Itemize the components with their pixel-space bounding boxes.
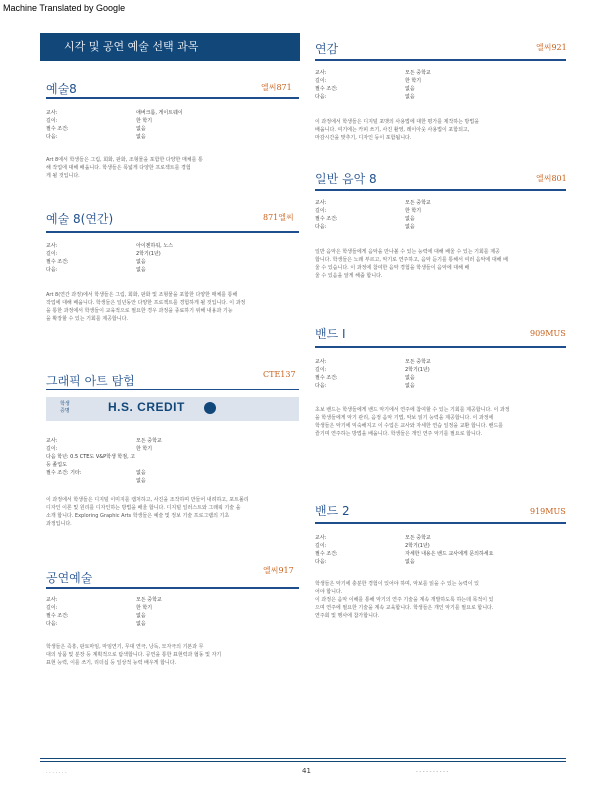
section-rule [315,59,566,61]
course-description: 이 과정에서 학생들은 디지털 이미지를 캡처하고, 사진을 조작하며 만들어 내려하고, 포트폴리 디자인 이론 및 원리를 디자인하는 방법을 배울 합니다. 디지털 일러스트와 그래픽 기술 을 소개 합니다. Exploring Graphic Arts 학생들은 예술 및 정보 기술 프로그램의 기초 과정입니다. [46,497,249,527]
field-label: 길이: [315,543,327,549]
field-row [46,453,162,469]
field-row [46,258,173,266]
field-row [315,366,431,374]
field-row [46,445,162,453]
field-label: 교사: [46,597,58,603]
course-code: 엘씨801 [536,174,567,183]
field-value: 없음 [136,267,146,273]
field-row [46,604,162,612]
field-value: 없음 [405,559,415,565]
field-value: 없음 [405,383,415,389]
section-title: 예술8 [46,82,77,96]
field-label: 필수 조건: [46,613,69,619]
course-code: CTE137 [263,370,296,379]
field-value: 2학기(1년) [136,251,161,257]
field-label: 교사: [315,535,327,541]
course-description: Art 8에서 학생들은 그림, 회화, 판화, 조형물을 포함한 다양한 매체를 통 해 작업에 대해 배웁니다. 학생들은 폭넓게 다양한 프로젝트를 경험 게 될 것입니다. [46,157,203,179]
course-description: Art 8(연간 과정)에서 학생들은 그림, 회화, 판화 및 조형물을 포함한 다양한 매체를 통해 작업에 대해 배웁니다. 학생들은 일년동안 다양한 프로젝트를 경험하게 될 것입니다. 이 과정 을 통한 과정에서 학생들이 교육적으로 필요한 경우 과정을 종료하기 위해 내용과 기능 을 확장할 수 있는 기회를 제공합니다. [46,292,246,322]
course-code: 919MUS [530,507,566,516]
field-row [46,469,162,477]
field-value: 없음 [136,470,146,476]
section-rule [315,346,566,348]
field-value: 모든 중학교 [405,359,431,365]
field-row [315,69,431,77]
field-value: 아이젠하워, 노스 [136,243,173,249]
footer-right-text: - - - - - - - - - - [416,769,449,775]
field-value: 모든 중학교 [136,438,162,444]
field-value: 없음 [136,134,146,140]
field-row [315,550,493,558]
field-label: 필수 조건: [315,216,338,222]
course-description: 학생들은 악기에 충분한 경험이 있어야 하며, 악보를 읽을 수 있는 능력이 있 어야 합니다. 이 과정은 음악 이해를 통해 악기의 연주 기술을 계속 개발하도록 하는데 목적이 있 으며 연주에 필요한 기술을 계속 교육합니다. 학생들은 개인 악기를 필요로 합니다. 연주회 및 행사에 참가합니다. [315,581,494,619]
field-row [315,542,493,550]
course-code: 871엘씨 [263,213,294,222]
footer-left-text: . . . . . . . [46,769,67,775]
course-description: 이 과정에서 학생들은 디지털 포맷의 사용법에 대한 평가를 제작하는 방법을 배웁니다. 여기에는 카피 쓰기, 사진 촬영, 레이아웃 사용법이 포함되고, 마감시간을 맞추기, 디자인 등이 포함됩니다. [315,119,480,141]
field-value: 자세한 내용은 밴드 교사에게 문의하세요 [405,551,494,557]
hs-credit-box [46,397,299,421]
field-value: 없음 [405,216,415,222]
footer-rule-bottom [40,761,566,762]
field-label: 다음: [315,383,327,389]
section-title: 연감 [315,42,339,56]
field-label [46,477,136,485]
field-label: 교사: [315,200,327,206]
field-value: 없음 [405,94,415,100]
field-value: 없음 [136,478,146,484]
course-fields [315,534,493,566]
course-description: 학생들은 즉흥, 판토마임, 마임연기, 무대 연극, 낭독, 모자극의 기본과 무 대의 상품 및 분장 등 계획적으로 탐색합니다. 공연을 통한 표현력과 협동 및 자기 표현 능력, 이를 쓰기, 리더십 등 일상적 능력 배우게 합니다. [46,644,222,666]
field-row [46,266,173,274]
field-value: 없음 [136,259,146,265]
field-value: 한 학기 [136,605,153,611]
section-title: 밴드 2 [315,504,350,518]
field-row [46,250,173,258]
section-rule [46,389,299,390]
field-value: 한 학기 [405,78,422,84]
course-description: 일반 음악은 학생들에게 음악을 만나볼 수 있는 능력에 대해 배울 수 있는 기회를 제공 합니다. 학생들은 노래 부르고, 악기로 연주하고, 음악 듣기를 통해서 여러 음악에 대해 배 울 수 있습니다. 이 과정에 참여한 음악 경험을 학생들이 음악에 대해 배 울 수 있음을 알게 해줍 합니다. [315,249,508,279]
field-row [46,620,162,628]
field-row [46,612,162,620]
field-row [46,109,183,117]
hs-credit-logo: H.S. CREDIT [108,400,185,414]
course-code: 909MUS [530,329,566,338]
section-rule [46,97,299,99]
field-row [315,77,431,85]
section-title: 예술 8(연간) [46,212,114,226]
course-fields [46,109,183,141]
section-title: 일반 음악 8 [315,172,377,186]
field-row [46,133,183,141]
section-rule [315,189,566,191]
field-value: 없음 [405,375,415,381]
course-code: 엘씨871 [261,83,292,92]
field-label: 교사: [46,110,58,116]
field-row [46,596,162,604]
field-label: 다음: [46,621,58,627]
field-label: 필수 조건: [46,126,69,132]
field-value: 한 학기 [405,208,422,214]
field-label: 교사: [315,359,327,365]
section-rule [46,231,299,233]
field-row [315,382,431,390]
section-title: 밴드 I [315,327,346,341]
field-label: 길이: [46,251,58,257]
field-label: 교사: [46,243,58,249]
field-value: 없음 [405,224,415,230]
field-row [315,215,431,223]
field-value: 2학기(1년) [405,367,430,373]
section-title: 공연예술 [46,571,93,585]
field-label: 교사: [315,70,327,76]
field-value: 애버크롬, 게이트웨이 [136,110,183,116]
field-value: 모든 중학교 [405,200,431,206]
field-row [46,477,162,485]
field-label: 다음: [46,134,58,140]
machine-translated-label: Machine Translated by Google [3,3,126,13]
course-fields [315,358,431,390]
section-rule [46,587,299,589]
field-value: 모든 중학교 [405,70,431,76]
field-row [315,534,493,542]
field-row [315,223,431,231]
field-value: 모든 중학교 [405,535,431,541]
course-description: 초보 밴드는 학생들에게 밴드 악기에서 연주에 참여할 수 있는 기회를 제공합니다. 이 과정 을 학생들에게 악기 관리, 음정 음악 기법, 악보 읽기 능력을 제공합니다. 이 과정에 학생들은 악기에 익숙해지고 이 수업은 교사와 자세한 연습 일정을 교환 합니다. 밴드를 즐기며 연주하는 방법을 배웁니다. 학생들은 개인 연주 악기를 필요로 합니다. [315,407,510,437]
course-fields [46,596,162,628]
field-label: 길이: [315,78,327,84]
field-label: 길이: [315,367,327,373]
field-value: 모든 중학교 [136,597,162,603]
field-label: 필수 조건: 기타: [46,470,82,476]
field-label: 다음: [46,267,58,273]
field-label: 필수 조건: [46,259,69,265]
course-fields [46,437,162,485]
section-title: 그래픽 아트 탐험 [46,374,135,388]
course-code: 엘씨921 [536,43,567,52]
field-row [46,242,173,250]
field-row [46,125,183,133]
field-row [315,358,431,366]
field-row [315,207,431,215]
hs-credit-prefix: 학생 증명 [60,401,70,414]
field-label: 필수 조건: [315,551,338,557]
field-row [315,374,431,382]
field-row [315,199,431,207]
field-label: 길이: [46,118,58,124]
field-row [315,85,431,93]
field-value: 한 학기 [136,118,153,124]
field-label: 다음 학년: 0.5 CTE도 V&P학생 학점, 고등 졸업도 [46,454,136,468]
field-value: 없음 [136,621,146,627]
field-label: 다음: [315,94,327,100]
graduation-cap-icon [204,402,216,414]
field-label: 길이: [46,446,58,452]
section-rule [315,522,566,524]
field-row [315,558,493,566]
field-value: 없음 [136,613,146,619]
field-label: 교사: [46,438,58,444]
field-value: 2학기(1년) [405,543,430,549]
field-label: 필수 조건: [315,375,338,381]
course-fields [315,69,431,101]
field-label: 길이: [46,605,58,611]
page-banner: 시각 및 공연 예술 선택 과목 [40,33,300,61]
course-code: 엘씨917 [263,566,294,575]
field-value: 없음 [405,86,415,92]
field-label: 필수 조건: [315,86,338,92]
field-label: 길이: [315,208,327,214]
page-number: 41 [302,767,311,775]
footer-rule-top [40,758,566,759]
field-row [315,93,431,101]
field-label: 다음: [315,559,327,565]
field-row [46,117,183,125]
course-fields [315,199,431,231]
field-row [46,437,162,445]
field-value: 한 학기 [136,446,153,452]
field-value: 없음 [136,126,146,132]
field-label: 다음: [315,224,327,230]
course-fields [46,242,173,274]
